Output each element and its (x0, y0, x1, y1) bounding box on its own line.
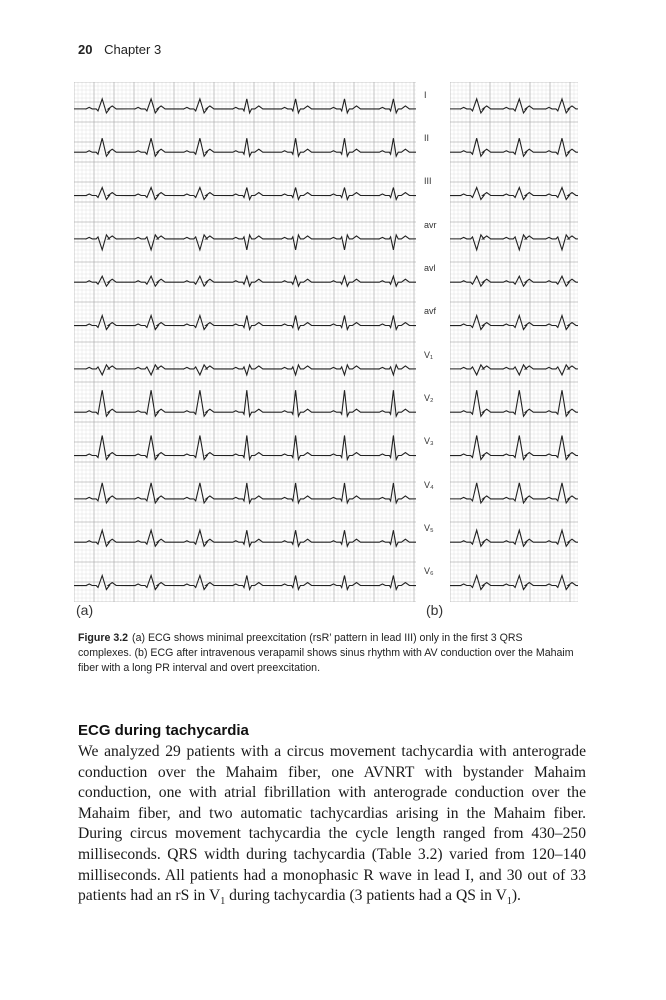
ecg-grid (450, 82, 578, 602)
lead-label-v5: V₅ (424, 523, 434, 533)
body-paragraph (78, 742, 586, 907)
lead-label-avl: avl (424, 263, 436, 273)
lead-label-iii: III (424, 176, 432, 187)
ecg-trace-ii (74, 138, 416, 156)
figure-caption (78, 631, 578, 676)
lead-label-ii: II (424, 133, 430, 143)
ecg-traces (74, 99, 416, 590)
ecg-panel-a (74, 82, 416, 602)
panel-b-label: (b) (426, 602, 444, 618)
ecg-trace-v5 (74, 530, 416, 546)
caption-label: Figure 3.2 (78, 632, 129, 644)
lead-label-v6: V₆ (424, 566, 434, 577)
lead-label-v2: V₂ (424, 393, 434, 403)
ecg-trace-avl (74, 276, 416, 286)
lead-label-avf: avf (424, 306, 437, 317)
caption-text: (a) ECG shows minimal preexcitation (rsR’ pattern in lead III) only in the first 3 QRS complexes. (b) ECG after intravenous verapamil shows sinus rhythm with AV conduction over the Mahaim fiber with a long PR interval and overt preexcitation. (78, 632, 574, 674)
chapter-title: Chapter 3 (104, 42, 162, 57)
ecg-figure (74, 78, 578, 618)
body-text-3: ). (511, 887, 521, 905)
body-text-1: We analyzed 29 patients with a circus movement tachycardia with anterograde conduction over the Mahaim fiber, one AVNRT with bystander Mahaim conduction, one with atrial fibrillation with anterograde conduction over the Mahaim fiber, and two automatic tachycardias arising in the Mahaim fiber. During circus movement tachycardia the cycle length ranged from 430–250 milliseconds. QRS width during tachycardia (Table 3.2) varied from 120–140 milliseconds. All patients had a monophasic R wave in lead I, and 30 out of 33 patients had an rS in V (78, 743, 586, 905)
page-number: 20 (78, 42, 93, 57)
subscript-1: 1 (220, 896, 226, 908)
running-head (78, 42, 161, 57)
lead-label-v3: V₃ (424, 436, 434, 447)
section-heading: ECG during tachycardia (78, 722, 249, 739)
lead-label-v4: V₄ (424, 479, 434, 490)
ecg-trace-avf (74, 316, 416, 330)
ecg-panel-b (450, 82, 578, 602)
lead-label-i: I (424, 89, 427, 100)
ecg-trace-v6 (74, 576, 416, 590)
subscript-2: 1 (506, 896, 512, 908)
lead-labels (424, 82, 448, 602)
lead-label-v1: V₁ (424, 349, 434, 360)
body-text-2: during tachycardia (3 patients had a QS in V (225, 887, 507, 905)
lead-label-avr: avr (424, 219, 437, 230)
panel-a-label: (a) (76, 602, 94, 618)
ecg-trace-iii (74, 188, 416, 200)
ecg-trace-v3 (74, 436, 416, 460)
ecg-grid (74, 82, 416, 602)
